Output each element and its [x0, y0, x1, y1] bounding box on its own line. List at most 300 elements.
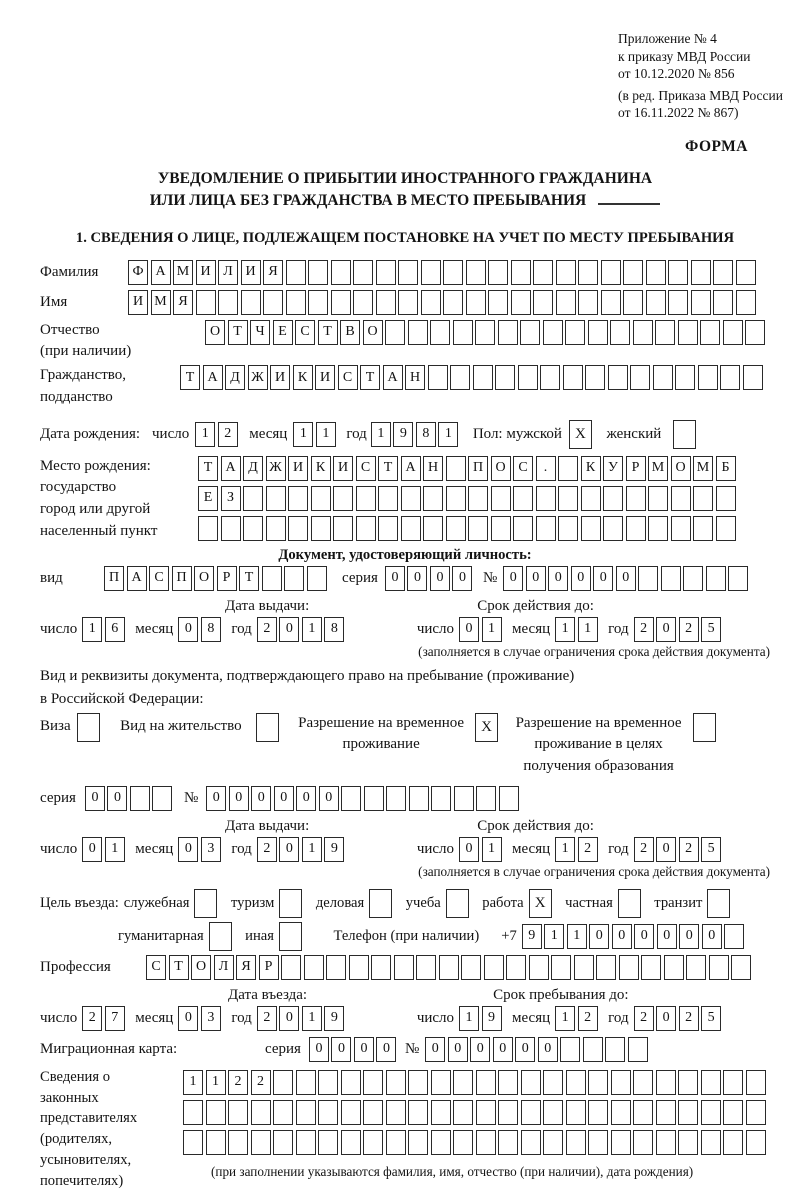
char-cell[interactable]: 1 [293, 422, 313, 447]
char-cell[interactable]: 0 [319, 786, 339, 811]
char-cell[interactable] [521, 1070, 541, 1095]
char-cell[interactable] [475, 320, 495, 345]
char-cell[interactable]: С [146, 955, 166, 980]
char-cell[interactable] [603, 516, 623, 541]
char-cell[interactable] [423, 486, 443, 511]
char-cell[interactable]: 2 [679, 837, 699, 862]
char-cell[interactable]: Р [626, 456, 646, 481]
char-cell[interactable]: 0 [589, 924, 609, 949]
char-cell[interactable]: 8 [324, 617, 344, 642]
char-cell[interactable]: Н [405, 365, 425, 390]
char-cell[interactable]: Л [214, 955, 234, 980]
char-cell[interactable]: 0 [593, 566, 613, 591]
char-cell[interactable] [633, 320, 653, 345]
char-cell[interactable] [693, 516, 713, 541]
char-cell[interactable]: П [104, 566, 124, 591]
char-cell[interactable]: 2 [218, 422, 238, 447]
purpose-private-checkbox[interactable] [618, 889, 644, 918]
doc-series-boxes[interactable] [385, 566, 475, 591]
char-cell[interactable] [578, 290, 598, 315]
char-cell[interactable]: 0 [656, 837, 676, 862]
char-cell[interactable] [386, 1100, 406, 1125]
char-cell[interactable] [668, 290, 688, 315]
char-cell[interactable]: 1 [82, 617, 102, 642]
entry-day-boxes[interactable] [82, 1006, 127, 1031]
char-cell[interactable] [701, 1100, 721, 1125]
sex-female-checkbox[interactable] [673, 420, 699, 449]
char-cell[interactable] [626, 516, 646, 541]
char-cell[interactable] [678, 320, 698, 345]
migcard-number-boxes[interactable] [425, 1037, 650, 1062]
char-cell[interactable] [349, 955, 369, 980]
char-cell[interactable]: 0 [612, 924, 632, 949]
char-cell[interactable] [308, 290, 328, 315]
char-cell[interactable] [646, 290, 666, 315]
char-cell[interactable] [468, 516, 488, 541]
char-cell[interactable] [558, 486, 578, 511]
char-cell[interactable]: 1 [302, 1006, 322, 1031]
char-cell[interactable] [728, 566, 748, 591]
char-cell[interactable] [581, 516, 601, 541]
char-cell[interactable]: Т [180, 365, 200, 390]
char-cell[interactable] [720, 365, 740, 390]
char-cell[interactable] [495, 365, 515, 390]
char-cell[interactable]: Д [225, 365, 245, 390]
char-cell[interactable] [341, 786, 361, 811]
char-cell[interactable]: Я [236, 955, 256, 980]
char-cell[interactable]: 0 [331, 1037, 351, 1062]
char-cell[interactable] [623, 290, 643, 315]
char-cell[interactable]: 1 [555, 617, 575, 642]
char-cell[interactable] [476, 1100, 496, 1125]
char-cell[interactable]: П [172, 566, 192, 591]
char-cell[interactable]: 9 [324, 1006, 344, 1031]
char-cell[interactable] [656, 1100, 676, 1125]
char-cell[interactable]: И [315, 365, 335, 390]
stay-series-boxes[interactable] [85, 786, 175, 811]
char-cell[interactable] [511, 260, 531, 285]
char-cell[interactable] [655, 320, 675, 345]
stay-number-boxes[interactable] [206, 786, 521, 811]
char-cell[interactable]: М [173, 260, 193, 285]
char-cell[interactable]: 0 [657, 924, 677, 949]
char-cell[interactable]: 1 [544, 924, 564, 949]
char-cell[interactable] [326, 955, 346, 980]
char-cell[interactable]: П [468, 456, 488, 481]
char-cell[interactable] [668, 260, 688, 285]
char-cell[interactable] [716, 516, 736, 541]
char-cell[interactable]: 1 [567, 924, 587, 949]
char-cell[interactable] [619, 955, 639, 980]
char-cell[interactable] [678, 1130, 698, 1155]
char-cell[interactable]: К [581, 456, 601, 481]
char-cell[interactable]: 9 [482, 1006, 502, 1031]
char-cell[interactable]: 2 [82, 1006, 102, 1031]
char-cell[interactable]: Д [243, 456, 263, 481]
char-cell[interactable]: Т [360, 365, 380, 390]
char-cell[interactable]: 1 [183, 1070, 203, 1095]
char-cell[interactable]: X [475, 713, 498, 742]
char-cell[interactable] [588, 1100, 608, 1125]
char-cell[interactable] [198, 516, 218, 541]
char-cell[interactable] [653, 365, 673, 390]
char-cell[interactable]: 2 [578, 837, 598, 862]
char-cell[interactable]: 1 [316, 422, 336, 447]
char-cell[interactable]: 0 [656, 1006, 676, 1031]
char-cell[interactable] [506, 955, 526, 980]
char-cell[interactable] [693, 486, 713, 511]
char-cell[interactable] [671, 516, 691, 541]
char-cell[interactable] [466, 290, 486, 315]
entry-month-boxes[interactable] [178, 1006, 223, 1031]
char-cell[interactable]: 1 [105, 837, 125, 862]
purpose-humanitarian-checkbox[interactable] [209, 922, 235, 951]
char-cell[interactable] [284, 566, 304, 591]
purpose-official-checkbox[interactable] [194, 889, 220, 918]
char-cell[interactable] [698, 365, 718, 390]
char-cell[interactable]: Т [169, 955, 189, 980]
char-cell[interactable] [273, 1070, 293, 1095]
citizenship-boxes[interactable] [180, 365, 765, 390]
char-cell[interactable] [394, 955, 414, 980]
char-cell[interactable]: И [128, 290, 148, 315]
char-cell[interactable] [431, 786, 451, 811]
char-cell[interactable] [454, 786, 474, 811]
stayuntil-month-boxes[interactable] [555, 1006, 600, 1031]
char-cell[interactable] [533, 290, 553, 315]
char-cell[interactable] [281, 955, 301, 980]
char-cell[interactable] [746, 1130, 766, 1155]
char-cell[interactable]: 2 [634, 617, 654, 642]
char-cell[interactable] [498, 1070, 518, 1095]
char-cell[interactable] [409, 786, 429, 811]
char-cell[interactable] [709, 955, 729, 980]
char-cell[interactable]: Ж [248, 365, 268, 390]
char-cell[interactable] [491, 486, 511, 511]
char-cell[interactable] [286, 290, 306, 315]
char-cell[interactable]: 0 [178, 617, 198, 642]
char-cell[interactable] [583, 1037, 603, 1062]
char-cell[interactable] [713, 290, 733, 315]
char-cell[interactable] [307, 566, 327, 591]
char-cell[interactable] [386, 1070, 406, 1095]
stay-valid-day-boxes[interactable] [459, 837, 504, 862]
char-cell[interactable]: 0 [178, 837, 198, 862]
char-cell[interactable]: 0 [526, 566, 546, 591]
char-cell[interactable] [618, 889, 641, 918]
char-cell[interactable] [566, 1070, 586, 1095]
char-cell[interactable]: 9 [324, 837, 344, 862]
doc-issue-year-boxes[interactable] [257, 617, 347, 642]
char-cell[interactable] [633, 1100, 653, 1125]
char-cell[interactable] [228, 1100, 248, 1125]
char-cell[interactable] [453, 1100, 473, 1125]
birthplace-row1-boxes[interactable] [198, 456, 738, 481]
char-cell[interactable] [376, 260, 396, 285]
char-cell[interactable]: 3 [201, 1006, 221, 1031]
stayuntil-year-boxes[interactable] [634, 1006, 724, 1031]
char-cell[interactable] [693, 713, 716, 742]
char-cell[interactable]: Е [198, 486, 218, 511]
char-cell[interactable] [401, 486, 421, 511]
char-cell[interactable]: . [536, 456, 556, 481]
char-cell[interactable] [446, 516, 466, 541]
char-cell[interactable] [221, 516, 241, 541]
char-cell[interactable]: А [151, 260, 171, 285]
birth-month-boxes[interactable] [293, 422, 338, 447]
char-cell[interactable] [691, 260, 711, 285]
char-cell[interactable]: 2 [257, 617, 277, 642]
char-cell[interactable] [311, 516, 331, 541]
char-cell[interactable]: О [205, 320, 225, 345]
residence-permit-checkbox[interactable] [256, 713, 282, 742]
char-cell[interactable] [331, 290, 351, 315]
char-cell[interactable]: Р [259, 955, 279, 980]
char-cell[interactable]: О [363, 320, 383, 345]
char-cell[interactable] [611, 1100, 631, 1125]
char-cell[interactable] [588, 1130, 608, 1155]
char-cell[interactable] [408, 1070, 428, 1095]
char-cell[interactable] [194, 889, 217, 918]
char-cell[interactable]: 2 [679, 617, 699, 642]
stayuntil-day-boxes[interactable] [459, 1006, 504, 1031]
char-cell[interactable] [581, 486, 601, 511]
char-cell[interactable]: Т [198, 456, 218, 481]
char-cell[interactable] [408, 1130, 428, 1155]
char-cell[interactable]: 0 [452, 566, 472, 591]
purpose-work-checkbox[interactable] [529, 889, 555, 918]
char-cell[interactable] [566, 1100, 586, 1125]
char-cell[interactable] [341, 1100, 361, 1125]
char-cell[interactable] [288, 486, 308, 511]
char-cell[interactable] [543, 1070, 563, 1095]
char-cell[interactable] [363, 1130, 383, 1155]
char-cell[interactable] [521, 1130, 541, 1155]
char-cell[interactable] [701, 1070, 721, 1095]
char-cell[interactable]: В [340, 320, 360, 345]
char-cell[interactable]: 0 [459, 617, 479, 642]
char-cell[interactable]: И [241, 260, 261, 285]
char-cell[interactable]: 1 [302, 617, 322, 642]
doc-number-boxes[interactable] [503, 566, 751, 591]
char-cell[interactable] [610, 320, 630, 345]
stay-valid-year-boxes[interactable] [634, 837, 724, 862]
migcard-series-boxes[interactable] [309, 1037, 399, 1062]
char-cell[interactable] [443, 290, 463, 315]
char-cell[interactable] [743, 365, 763, 390]
char-cell[interactable] [311, 486, 331, 511]
char-cell[interactable]: 1 [371, 422, 391, 447]
char-cell[interactable] [488, 260, 508, 285]
char-cell[interactable]: А [401, 456, 421, 481]
char-cell[interactable] [521, 1100, 541, 1125]
char-cell[interactable] [243, 486, 263, 511]
surname-boxes[interactable] [128, 260, 758, 285]
char-cell[interactable]: 0 [425, 1037, 445, 1062]
char-cell[interactable]: 0 [448, 1037, 468, 1062]
char-cell[interactable]: С [356, 456, 376, 481]
char-cell[interactable] [266, 486, 286, 511]
char-cell[interactable]: Я [173, 290, 193, 315]
char-cell[interactable] [638, 566, 658, 591]
char-cell[interactable] [251, 1130, 271, 1155]
char-cell[interactable]: 0 [85, 786, 105, 811]
char-cell[interactable]: 1 [206, 1070, 226, 1095]
char-cell[interactable]: 2 [251, 1070, 271, 1095]
char-cell[interactable] [543, 1100, 563, 1125]
char-cell[interactable] [491, 516, 511, 541]
char-cell[interactable] [296, 1130, 316, 1155]
char-cell[interactable]: 0 [309, 1037, 329, 1062]
char-cell[interactable] [536, 486, 556, 511]
char-cell[interactable] [263, 290, 283, 315]
char-cell[interactable]: У [603, 456, 623, 481]
char-cell[interactable] [353, 260, 373, 285]
char-cell[interactable]: Т [239, 566, 259, 591]
char-cell[interactable]: 0 [229, 786, 249, 811]
birth-year-boxes[interactable] [371, 422, 461, 447]
char-cell[interactable] [378, 516, 398, 541]
char-cell[interactable]: X [569, 420, 592, 449]
char-cell[interactable] [518, 365, 538, 390]
char-cell[interactable]: З [221, 486, 241, 511]
char-cell[interactable] [623, 260, 643, 285]
char-cell[interactable]: 1 [482, 837, 502, 862]
purpose-tourism-checkbox[interactable] [279, 889, 305, 918]
char-cell[interactable] [356, 486, 376, 511]
char-cell[interactable]: 0 [470, 1037, 490, 1062]
char-cell[interactable] [398, 260, 418, 285]
char-cell[interactable] [648, 516, 668, 541]
char-cell[interactable]: 0 [430, 566, 450, 591]
char-cell[interactable] [608, 365, 628, 390]
char-cell[interactable]: И [288, 456, 308, 481]
char-cell[interactable] [611, 1130, 631, 1155]
char-cell[interactable] [731, 955, 751, 980]
char-cell[interactable]: И [333, 456, 353, 481]
char-cell[interactable] [476, 1070, 496, 1095]
char-cell[interactable] [574, 955, 594, 980]
char-cell[interactable]: Т [378, 456, 398, 481]
char-cell[interactable]: 5 [701, 1006, 721, 1031]
char-cell[interactable] [723, 1100, 743, 1125]
char-cell[interactable]: 2 [257, 837, 277, 862]
char-cell[interactable] [416, 955, 436, 980]
char-cell[interactable] [601, 260, 621, 285]
char-cell[interactable] [183, 1130, 203, 1155]
char-cell[interactable] [723, 320, 743, 345]
char-cell[interactable] [386, 1130, 406, 1155]
char-cell[interactable] [686, 955, 706, 980]
char-cell[interactable] [736, 260, 756, 285]
char-cell[interactable] [446, 456, 466, 481]
char-cell[interactable] [369, 889, 392, 918]
char-cell[interactable] [228, 1130, 248, 1155]
char-cell[interactable]: А [221, 456, 241, 481]
char-cell[interactable]: К [311, 456, 331, 481]
char-cell[interactable] [331, 260, 351, 285]
char-cell[interactable] [678, 1070, 698, 1095]
char-cell[interactable]: 5 [701, 617, 721, 642]
char-cell[interactable]: 1 [195, 422, 215, 447]
char-cell[interactable] [461, 955, 481, 980]
char-cell[interactable]: 0 [656, 617, 676, 642]
char-cell[interactable]: 0 [702, 924, 722, 949]
char-cell[interactable] [408, 1100, 428, 1125]
char-cell[interactable]: И [196, 260, 216, 285]
char-cell[interactable] [675, 365, 695, 390]
char-cell[interactable]: А [203, 365, 223, 390]
char-cell[interactable] [243, 516, 263, 541]
sex-male-checkbox[interactable] [569, 420, 595, 449]
char-cell[interactable] [356, 516, 376, 541]
char-cell[interactable] [446, 889, 469, 918]
patronymic-boxes[interactable] [205, 320, 768, 345]
char-cell[interactable] [183, 1100, 203, 1125]
char-cell[interactable]: 9 [522, 924, 542, 949]
char-cell[interactable] [558, 516, 578, 541]
purpose-business-checkbox[interactable] [369, 889, 395, 918]
char-cell[interactable] [601, 290, 621, 315]
entry-year-boxes[interactable] [257, 1006, 347, 1031]
char-cell[interactable]: 3 [201, 837, 221, 862]
char-cell[interactable] [196, 290, 216, 315]
char-cell[interactable] [556, 290, 576, 315]
char-cell[interactable] [421, 260, 441, 285]
char-cell[interactable] [453, 1130, 473, 1155]
char-cell[interactable]: 7 [105, 1006, 125, 1031]
char-cell[interactable] [536, 516, 556, 541]
char-cell[interactable] [671, 486, 691, 511]
stay-issue-year-boxes[interactable] [257, 837, 347, 862]
char-cell[interactable]: О [491, 456, 511, 481]
char-cell[interactable]: Ж [266, 456, 286, 481]
char-cell[interactable] [641, 955, 661, 980]
char-cell[interactable]: 0 [634, 924, 654, 949]
char-cell[interactable] [364, 786, 384, 811]
char-cell[interactable] [386, 786, 406, 811]
char-cell[interactable]: А [127, 566, 147, 591]
char-cell[interactable] [588, 1070, 608, 1095]
char-cell[interactable] [746, 1100, 766, 1125]
char-cell[interactable] [450, 365, 470, 390]
char-cell[interactable] [371, 955, 391, 980]
char-cell[interactable] [558, 456, 578, 481]
char-cell[interactable] [648, 486, 668, 511]
char-cell[interactable]: 0 [385, 566, 405, 591]
representatives-row3-boxes[interactable] [183, 1130, 768, 1155]
char-cell[interactable]: 1 [482, 617, 502, 642]
char-cell[interactable]: 0 [515, 1037, 535, 1062]
char-cell[interactable]: 0 [459, 837, 479, 862]
char-cell[interactable] [700, 320, 720, 345]
char-cell[interactable] [453, 1070, 473, 1095]
char-cell[interactable] [398, 290, 418, 315]
char-cell[interactable] [533, 260, 553, 285]
char-cell[interactable]: К [293, 365, 313, 390]
char-cell[interactable]: Т [318, 320, 338, 345]
char-cell[interactable] [551, 955, 571, 980]
char-cell[interactable] [499, 786, 519, 811]
birthplace-row3-boxes[interactable] [198, 516, 738, 541]
char-cell[interactable]: 0 [407, 566, 427, 591]
char-cell[interactable] [543, 1130, 563, 1155]
char-cell[interactable] [206, 1100, 226, 1125]
char-cell[interactable] [488, 290, 508, 315]
char-cell[interactable]: Т [228, 320, 248, 345]
char-cell[interactable] [446, 486, 466, 511]
char-cell[interactable]: А [383, 365, 403, 390]
